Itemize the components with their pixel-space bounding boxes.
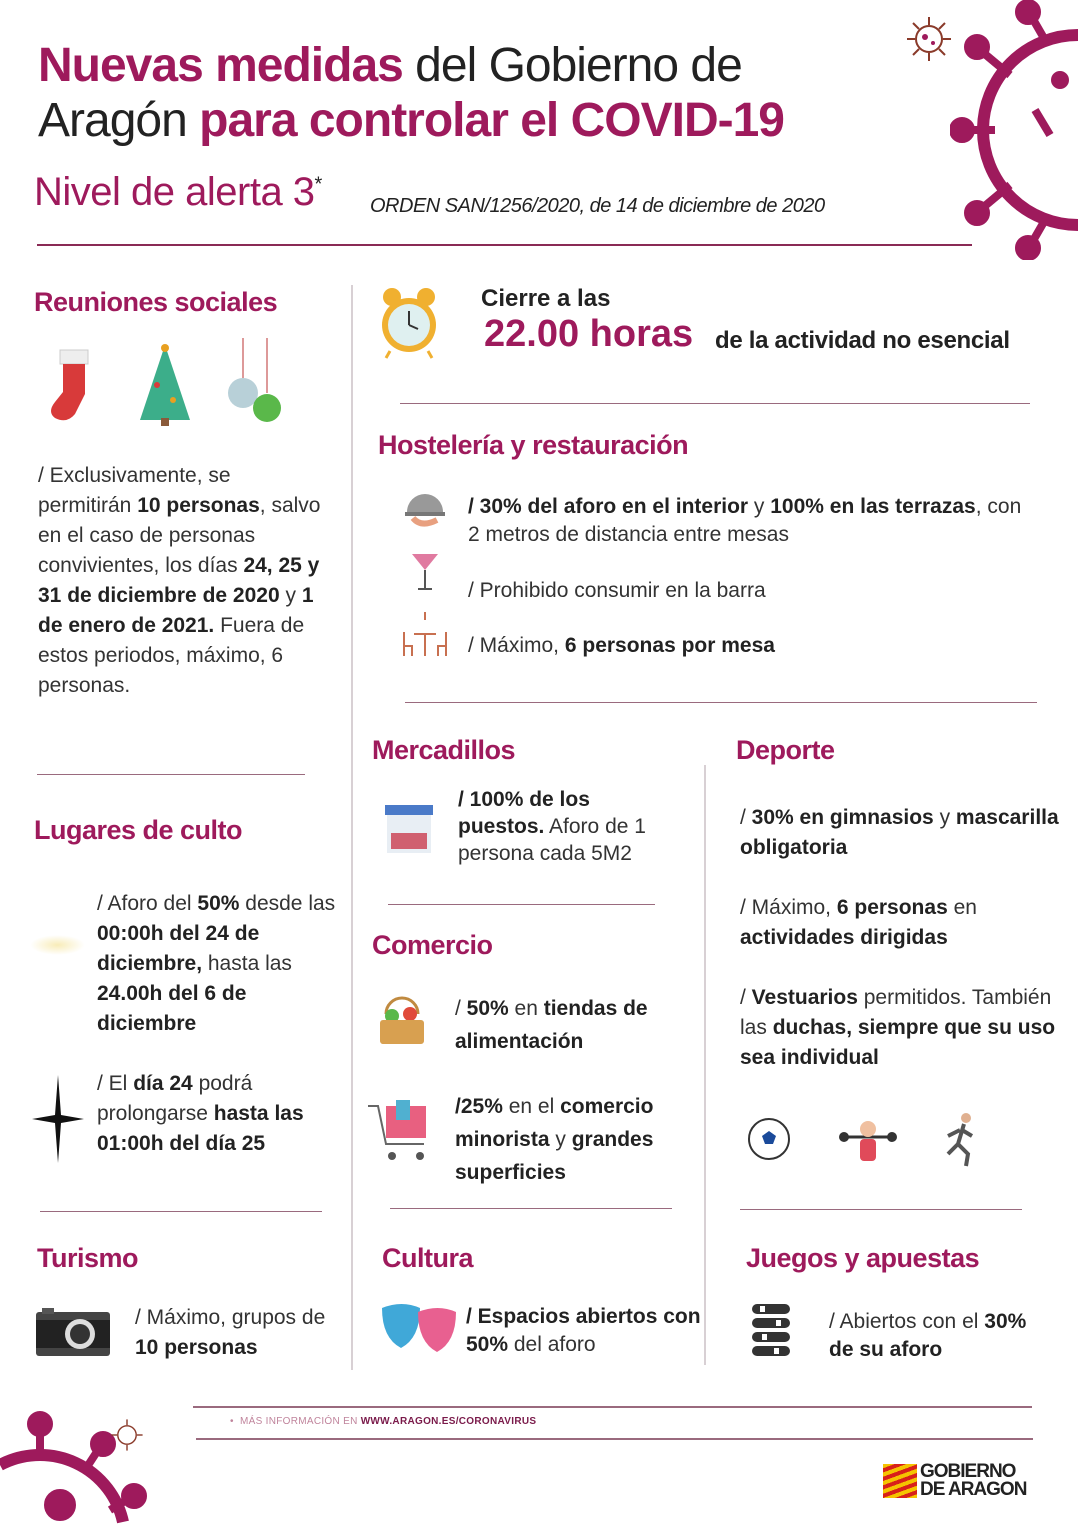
divider: [390, 1208, 672, 1209]
column-divider-1: [351, 285, 353, 1370]
small-virus-bottom-icon: [110, 1418, 144, 1452]
text-segment: / Máximo,: [468, 634, 565, 657]
divider: [400, 403, 1030, 404]
christmas-tree-icon: [135, 340, 195, 428]
christmas-stocking-icon: [45, 345, 100, 425]
emphasis-text: para controlar el COVID-19: [199, 94, 784, 147]
mercadillos-text: [458, 786, 678, 867]
section-title-deporte: Deporte: [736, 735, 835, 765]
text-segment: / El: [97, 1072, 134, 1095]
text-segment: del aforo: [508, 1333, 596, 1356]
theater-masks-icon: [380, 1302, 458, 1354]
emphasis-text: / 100% de los puestos.: [458, 788, 590, 838]
emphasis-text: / 30% del aforo en el interior: [468, 495, 749, 518]
divider: [40, 1211, 322, 1212]
emphasis-text: 10 personas: [135, 1336, 258, 1359]
section-title-comercio: Comercio: [372, 930, 493, 960]
serving-cloche-icon: [403, 488, 447, 530]
text-segment: en el: [502, 1095, 561, 1118]
text-segment: /: [455, 997, 467, 1020]
text-segment: en: [947, 896, 977, 919]
comercio-item-1: [455, 992, 695, 1058]
alert-asterisk: *: [314, 173, 322, 196]
emphasis-text: 30% en gimnasios: [751, 806, 934, 829]
alarm-clock-icon: [378, 283, 440, 359]
text-segment: y: [549, 1128, 572, 1151]
gobierno-aragon-logo: [883, 1463, 1026, 1499]
juegos-text: [829, 1308, 1029, 1364]
emphasis-text: 00:00h del 24 de diciembre,: [97, 922, 260, 975]
header-divider: [37, 244, 972, 246]
grocery-basket-icon: [376, 992, 428, 1046]
christmas-ornament-icon: [225, 338, 285, 428]
emphasis-text: duchas, siempre que su uso sea individual: [740, 1016, 1056, 1069]
emphasis-text: /25%: [455, 1095, 503, 1118]
deporte-item-2: [740, 893, 1060, 953]
page-title: [38, 38, 898, 148]
emphasis-text: 50%: [197, 892, 240, 915]
text-segment: , salvo en el caso de personas convivientes, los días: [38, 494, 321, 577]
text-segment: y: [748, 495, 771, 518]
hosteleria-item-2: [468, 576, 1028, 606]
emphasis-text: 6 personas: [836, 896, 948, 919]
text-segment: / Prohibido consumir en la barra: [468, 579, 766, 602]
emphasis-text: Nuevas medidas: [38, 39, 403, 92]
emphasis-text: 50%: [466, 997, 509, 1020]
emphasis-text: actividades dirigidas: [740, 926, 948, 949]
logo-line-1: GOBIERNO: [920, 1461, 1016, 1482]
closing-rest: de la actividad no esencial: [715, 327, 1010, 354]
text-segment: / Exclusivamente, se permitirán: [38, 464, 231, 517]
emphasis-text: 100% en las terrazas: [770, 495, 976, 518]
section-title-culto: Lugares de culto: [34, 815, 243, 845]
text-segment: / Aforo del: [97, 892, 198, 915]
title-line-2: [38, 93, 898, 148]
turismo-text: [135, 1303, 335, 1363]
text-segment: / Máximo,: [740, 896, 837, 919]
emphasis-text: 24, 25 y 31 de diciembre de 2020: [38, 554, 320, 607]
text-segment: Aragón: [38, 94, 200, 147]
more-info: [230, 1416, 536, 1427]
aragon-flag-icon: [883, 1464, 917, 1498]
emphasis-text: hasta las 01:00h del día 25: [97, 1102, 304, 1155]
divider: [740, 1209, 1022, 1210]
emphasis-text: comercio minorista: [455, 1095, 654, 1151]
emphasis-text: 6 personas por mesa: [564, 634, 775, 657]
alert-level: [34, 170, 322, 215]
culto-item-2: [97, 1069, 337, 1159]
text-segment: , con 2 metros de distancia entre mesas: [468, 495, 1022, 546]
deporte-item-3: [740, 983, 1070, 1073]
table-chairs-icon: [400, 612, 450, 658]
order-reference: ORDEN SAN/1256/2020, de 14 de diciembre de 2020: [370, 195, 825, 217]
footer-divider-top: [193, 1406, 1032, 1408]
section-title-reuniones: Reuniones sociales: [34, 287, 278, 317]
cultura-text: [466, 1303, 701, 1359]
emphasis-text: día 24: [133, 1072, 193, 1095]
text-segment: y: [279, 584, 302, 607]
text-segment: desde las: [239, 892, 336, 915]
hosteleria-item-1: [468, 493, 1028, 549]
cocktail-icon: [410, 550, 440, 592]
emphasis-text: / Espacios abiertos con 50%: [466, 1305, 701, 1356]
divider: [405, 702, 1037, 703]
section-title-hosteleria: Hostelería y restauración: [378, 430, 689, 460]
candle-light-icon: [30, 935, 85, 955]
bullet: •: [230, 1416, 240, 1427]
section-title-mercadillos: Mercadillos: [372, 735, 516, 765]
text-segment: podrá prolongarse: [97, 1072, 253, 1125]
comercio-item-2: [455, 1090, 700, 1189]
divider: [37, 774, 305, 775]
logo-line-2: DE ARAGON: [920, 1479, 1027, 1500]
text-segment: / Abiertos con el: [829, 1310, 985, 1333]
text-segment: / Máximo, grupos de: [135, 1306, 326, 1329]
emphasis-text: 24.00h del 6 de diciembre: [97, 982, 247, 1035]
more-info-prefix: MÁS INFORMACIÓN EN: [239, 1416, 361, 1427]
alert-level-text: Nivel de alerta 3: [34, 170, 315, 214]
closing-time: 22.00 horas: [484, 313, 694, 355]
text-segment: /: [740, 986, 752, 1009]
text-segment: en: [508, 997, 544, 1020]
emphasis-text: 1 de enero de 2021.: [38, 584, 314, 637]
closing-line-1: Cierre a las: [481, 285, 611, 312]
text-segment: /: [740, 806, 752, 829]
small-virus-icon: [905, 15, 953, 63]
deporte-item-1: [740, 803, 1060, 863]
emphasis-text: Vestuarios: [751, 986, 858, 1009]
section-title-turismo: Turismo: [37, 1243, 139, 1273]
divider: [388, 904, 655, 905]
emphasis-text: 30% de su aforo: [829, 1310, 1027, 1361]
text-segment: permitidos. También las: [740, 986, 1052, 1039]
shopping-cart-icon: [366, 1100, 432, 1166]
text-segment: Aforo de 1 persona cada 5M2: [458, 815, 646, 865]
hosteleria-item-3: [468, 631, 1028, 661]
more-info-link[interactable]: WWW.ARAGON.ES/CORONAVIRUS: [360, 1416, 537, 1427]
market-stall-icon: [383, 803, 435, 855]
emphasis-text: tiendas de alimentación: [455, 997, 648, 1053]
weightlifting-icon: [838, 1115, 898, 1165]
reuniones-text: [38, 461, 323, 701]
soccer-ball-icon: [747, 1117, 791, 1161]
text-segment: hasta las: [202, 952, 292, 975]
text-segment: Fuera de estos periodos, máximo, 6 personas.: [38, 614, 305, 697]
emphasis-text: mascarilla obligatoria: [740, 806, 1059, 859]
culto-item-1: [97, 889, 347, 1039]
casino-chips-icon: [750, 1302, 792, 1358]
camera-icon: [36, 1308, 110, 1356]
emphasis-text: grandes superficies: [455, 1128, 654, 1184]
virus-decoration-icon: [950, 0, 1080, 260]
text-segment: y: [933, 806, 956, 829]
footer-divider-bottom: [196, 1438, 1033, 1440]
section-title-juegos: Juegos y apuestas: [746, 1243, 980, 1273]
text-segment: del Gobierno de: [402, 39, 742, 92]
column-divider-2: [704, 765, 706, 1365]
runner-icon: [940, 1112, 980, 1168]
title-line-1: [38, 38, 898, 93]
emphasis-text: 10 personas: [137, 494, 260, 517]
section-title-cultura: Cultura: [382, 1243, 473, 1273]
star-sparkle-icon: [32, 1075, 84, 1163]
